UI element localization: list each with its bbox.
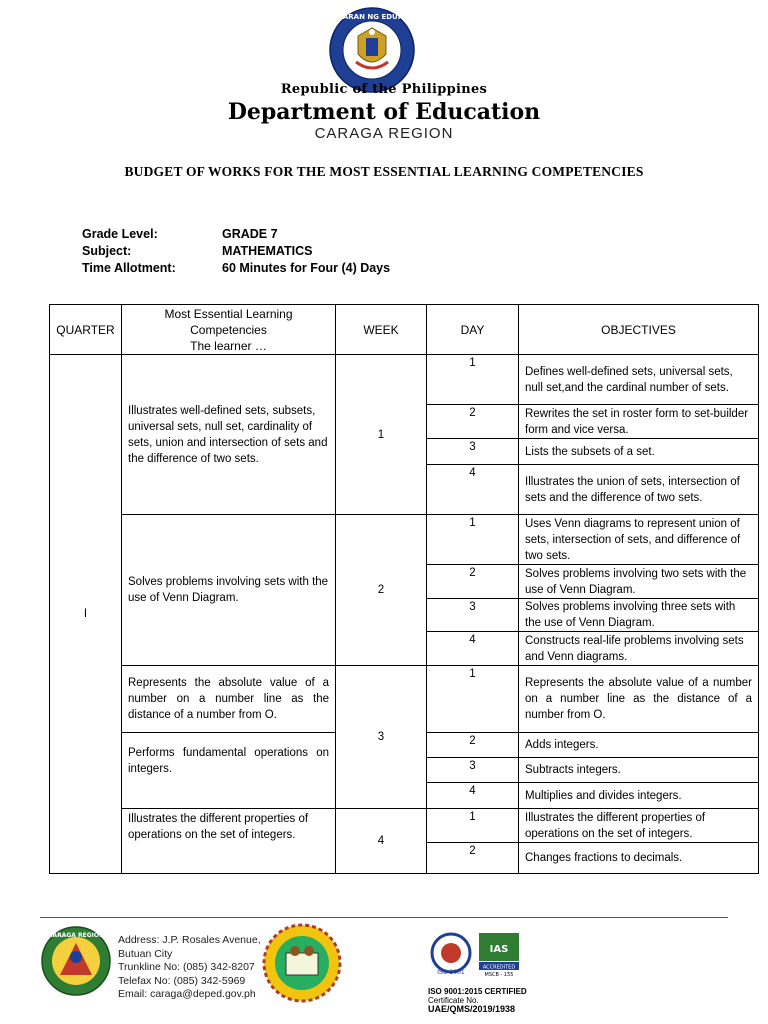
day-cell: 3 (427, 599, 519, 632)
info-row (82, 227, 390, 244)
table-row (50, 515, 759, 565)
address-line: Butuan City (118, 947, 173, 960)
address-line: Telefax No: (085) 342-5969 (118, 974, 246, 987)
school-seal-logo (262, 923, 342, 1003)
info-value: 60 Minutes for Four (4) Days (222, 261, 391, 275)
table-row (50, 809, 759, 843)
day-cell: 2 (427, 733, 519, 758)
week-cell: 2 (336, 515, 427, 666)
objective-cell: Represents the absolute value of a number on a number line as the distance of a number from O. (519, 666, 759, 733)
day-cell: 1 (427, 809, 519, 843)
header-competencies (122, 305, 336, 355)
info-label: Time Allotment: (82, 261, 176, 275)
objective-cell: Solves problems involving three sets with the use of Venn Diagram. (519, 599, 759, 632)
day-cell: 4 (427, 632, 519, 666)
caraga-logo-lettering: CARAGA REGION (48, 932, 104, 939)
table-row (50, 355, 759, 405)
info-row (82, 261, 390, 278)
competency-cell: Represents the absolute value of a number on a number line as the distance of a number from O. (122, 666, 336, 733)
day-cell: 3 (427, 758, 519, 783)
week-cell: 1 (336, 355, 427, 515)
info-row (82, 244, 390, 261)
budget-table (49, 304, 759, 874)
ias-mark-lettering: IAS (489, 944, 509, 955)
day-cell: 4 (427, 465, 519, 515)
header-quarter: QUARTER (50, 305, 122, 355)
day-cell: 1 (427, 515, 519, 565)
day-cell: 2 (427, 843, 519, 874)
iso-line: Certificate No. (428, 996, 479, 1005)
info-block (82, 227, 390, 278)
objective-cell: Changes fractions to decimals. (519, 843, 759, 874)
info-value: MATHEMATICS (222, 244, 313, 258)
iso-mark (430, 932, 472, 978)
iso-certification-text (428, 987, 527, 1014)
competency-cell: Illustrates well-defined sets, subsets, universal sets, null set, cardinality of sets, union and intersection of sets and the difference of two sets. (122, 355, 336, 515)
day-cell: 3 (427, 439, 519, 465)
ias-accredited-mark (478, 932, 520, 978)
day-cell: 2 (427, 405, 519, 439)
iso-line: UAE/QMS/2019/1938 (428, 1004, 516, 1014)
svg-text:KAGAWARAN NG EDUKASYON: KAGAWARAN NG EDUKASYON (313, 13, 431, 21)
header-day: DAY (427, 305, 519, 355)
info-value: GRADE 7 (222, 227, 278, 241)
header-competencies-line: Competencies (190, 322, 267, 337)
caraga-region-logo (40, 925, 112, 997)
info-label: Grade Level: (82, 227, 158, 241)
objective-cell: Adds integers. (519, 733, 759, 758)
objective-cell: Solves problems involving two sets with the use of Venn Diagram. (519, 565, 759, 599)
iso-line: ISO 9001:2015 CERTIFIED (428, 987, 527, 996)
objective-cell: Defines well-defined sets, universal sets, null set,and the cardinal number of sets. (519, 355, 759, 405)
competency-cell: Performs fundamental operations on integers. (122, 733, 336, 809)
day-cell: 1 (427, 666, 519, 733)
republic-label: Republic of the Philippines (280, 82, 488, 97)
day-cell: 1 (427, 355, 519, 405)
footer-divider (40, 917, 728, 918)
objective-cell: Subtracts integers. (519, 758, 759, 783)
day-cell: 4 (427, 783, 519, 809)
header-competencies-line: The learner … (190, 338, 267, 353)
iso-mark-lettering: ISO 9001 (437, 969, 465, 976)
objective-cell: Illustrates the different properties of operations on the set of integers. (519, 809, 759, 843)
document-title: BUDGET OF WORKS FOR THE MOST ESSENTIAL LEARNING COMPETENCIES (124, 164, 644, 179)
address-line: Trunkline No: (085) 342-8207 (118, 961, 255, 973)
objective-cell: Multiplies and divides integers. (519, 783, 759, 809)
header-objectives: OBJECTIVES (519, 305, 759, 355)
competency-cell: Illustrates the different properties of operations on the set of integers. (122, 809, 336, 874)
day-cell: 2 (427, 565, 519, 599)
quarter-cell: I (50, 355, 122, 874)
info-label: Subject: (82, 244, 132, 258)
week-cell: 4 (336, 809, 427, 874)
header-competencies-line: Most Essential Learning (164, 306, 293, 321)
week-cell: 3 (336, 666, 427, 809)
objective-cell: Rewrites the set in roster form to set-builder form and vice versa. (519, 405, 759, 439)
region-label: CARAGA REGION (314, 125, 454, 142)
competency-cell: Solves problems involving sets with the use of Venn Diagram. (122, 515, 336, 666)
table-row (50, 666, 759, 733)
header-week: WEEK (336, 305, 427, 355)
objective-cell: Illustrates the union of sets, intersection of sets and the difference of two sets. (519, 465, 759, 515)
address-line: Email: caraga@deped.gov.ph (118, 988, 256, 1000)
footer-address (118, 934, 261, 1002)
ias-mark-sub: ACCREDITED (482, 964, 516, 971)
address-line: Address: J.P. Rosales Avenue, (118, 934, 261, 946)
department-label: Department of Education (227, 99, 541, 125)
deped-seal (313, 6, 431, 94)
objective-cell: Uses Venn diagrams to represent union of sets, intersection of sets, and difference of two sets. (519, 515, 759, 565)
objective-cell: Lists the subsets of a set. (519, 439, 759, 465)
table-header-row (50, 305, 759, 355)
objective-cell: Constructs real-life problems involving sets and Venn diagrams. (519, 632, 759, 666)
ias-mark-code: MSCB - 155 (484, 972, 514, 978)
